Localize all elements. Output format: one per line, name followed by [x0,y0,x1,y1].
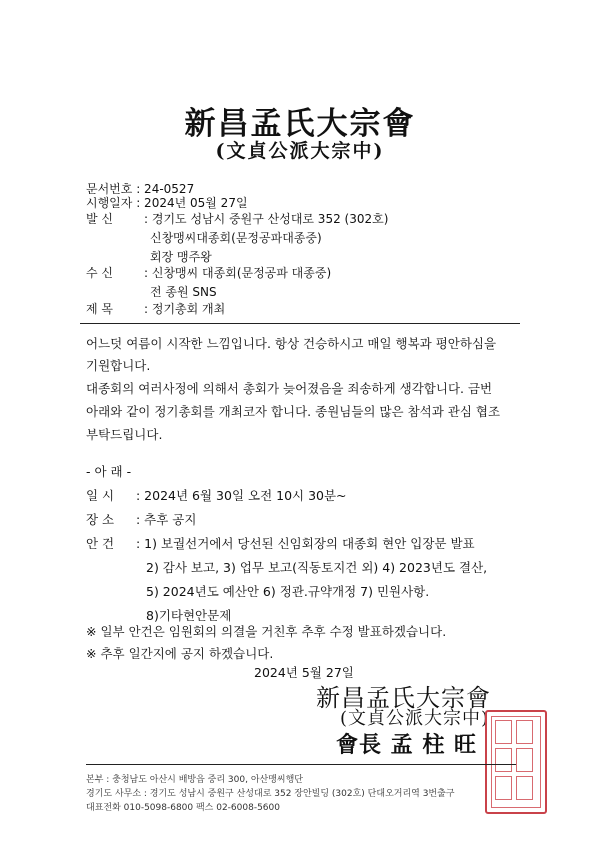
from-line-2: 신창맹씨대종회(문정공파대종중) [150,231,322,245]
agenda-row [86,533,475,555]
paragraph-2-line-3: 부탁드립니다. [86,427,163,442]
paragraph-1-line-1: 어느덧 여름이 시작한 느낌입니다. 항상 건승하시고 매일 행복과 평안하심을 [86,336,497,351]
subject-row [86,300,225,317]
doc-number: : 24-0527 [136,182,195,196]
agenda-line-1: : 1) 보궐선거에서 당선된 신임회장의 대종회 현안 입장문 발표 [136,536,475,551]
where-value: : 추후 공지 [136,512,197,527]
agenda-line-3: 5) 2024년도 예산안 6) 정관.규약개정 7) 민원사항. [146,584,430,599]
to-line-2: 전 종원 SNS [150,285,217,299]
from-line-1: : 경기도 성남시 중원구 산성대로 352 (302호) [144,212,389,226]
subject-label: 제 목 [86,302,113,316]
paragraph-1-line-2: 기원합니다. [86,358,151,373]
signature-sub: (文貞公派大宗中) [340,708,490,729]
signature-title: 會長 孟 柱 旺 [336,732,477,758]
where-label: 장 소 [86,512,115,527]
to-row [86,264,331,281]
date-value: : 2024년 05월 27일 [136,196,248,210]
date-row [86,194,248,211]
footer-line-2: 경기도 사무소 : 경기도 성남시 중원구 산성대로 352 장안빌딩 (302호) 단대오거리역 3번출구 [86,789,455,799]
org-title: 新昌孟氏大宗會 [184,106,416,142]
from-row [86,210,388,227]
seal-stamp-icon [485,710,547,814]
signature-org: 新昌孟氏大宗會 [316,684,491,712]
from-line-3: 회장 맹주왕 [150,250,212,264]
paragraph-2-line-2: 아래와 같이 정기총회를 개최코자 합니다. 종원님들의 많은 참석과 관심 협조 [86,404,501,419]
note-1: ※ 일부 안건은 임원회의 의결을 거친후 추후 수정 발표하겠습니다. [86,624,447,639]
from-label: 발 신 [86,212,113,226]
when-row [86,485,347,507]
footer-divider [86,764,516,765]
agenda-line-4: 8)기타현안문제 [146,608,232,623]
agenda-line-2: 2) 감사 보고, 3) 업무 보고(직동토지건 외) 4) 2023년도 결산, [146,560,488,575]
subject-value: : 정기총회 개최 [144,302,226,316]
org-subtitle: (文貞公派大宗中) [215,140,385,162]
footer-line-3: 대표전화 010-5098-6800 팩스 02-6008-5600 [86,803,280,813]
divider [80,323,520,324]
note-2: ※ 추후 일간지에 공지 하겠습니다. [86,646,274,661]
when-label: 일 시 [86,488,115,503]
to-label: 수 신 [86,266,113,280]
where-row [86,509,196,531]
footer-line-1: 본부 : 충청남도 아산시 배방읍 중리 300, 아산맹씨행단 [86,775,303,785]
date-label: 시행일자 [86,196,133,210]
to-line-1: : 신창맹씨 대종회(문정공파 대종중) [144,266,332,280]
doc-number-label: 문서번호 [86,182,133,196]
details-heading: - 아 래 - [86,464,132,479]
agenda-label: 안 건 [86,536,115,551]
signature-date: 2024년 5월 27일 [254,665,354,680]
paragraph-2-line-1: 대종회의 여러사정에 의해서 총회가 늦어졌음을 죄송하게 생각합니다. 금번 [86,381,493,396]
when-value: : 2024년 6월 30일 오전 10시 30분~ [136,488,347,503]
